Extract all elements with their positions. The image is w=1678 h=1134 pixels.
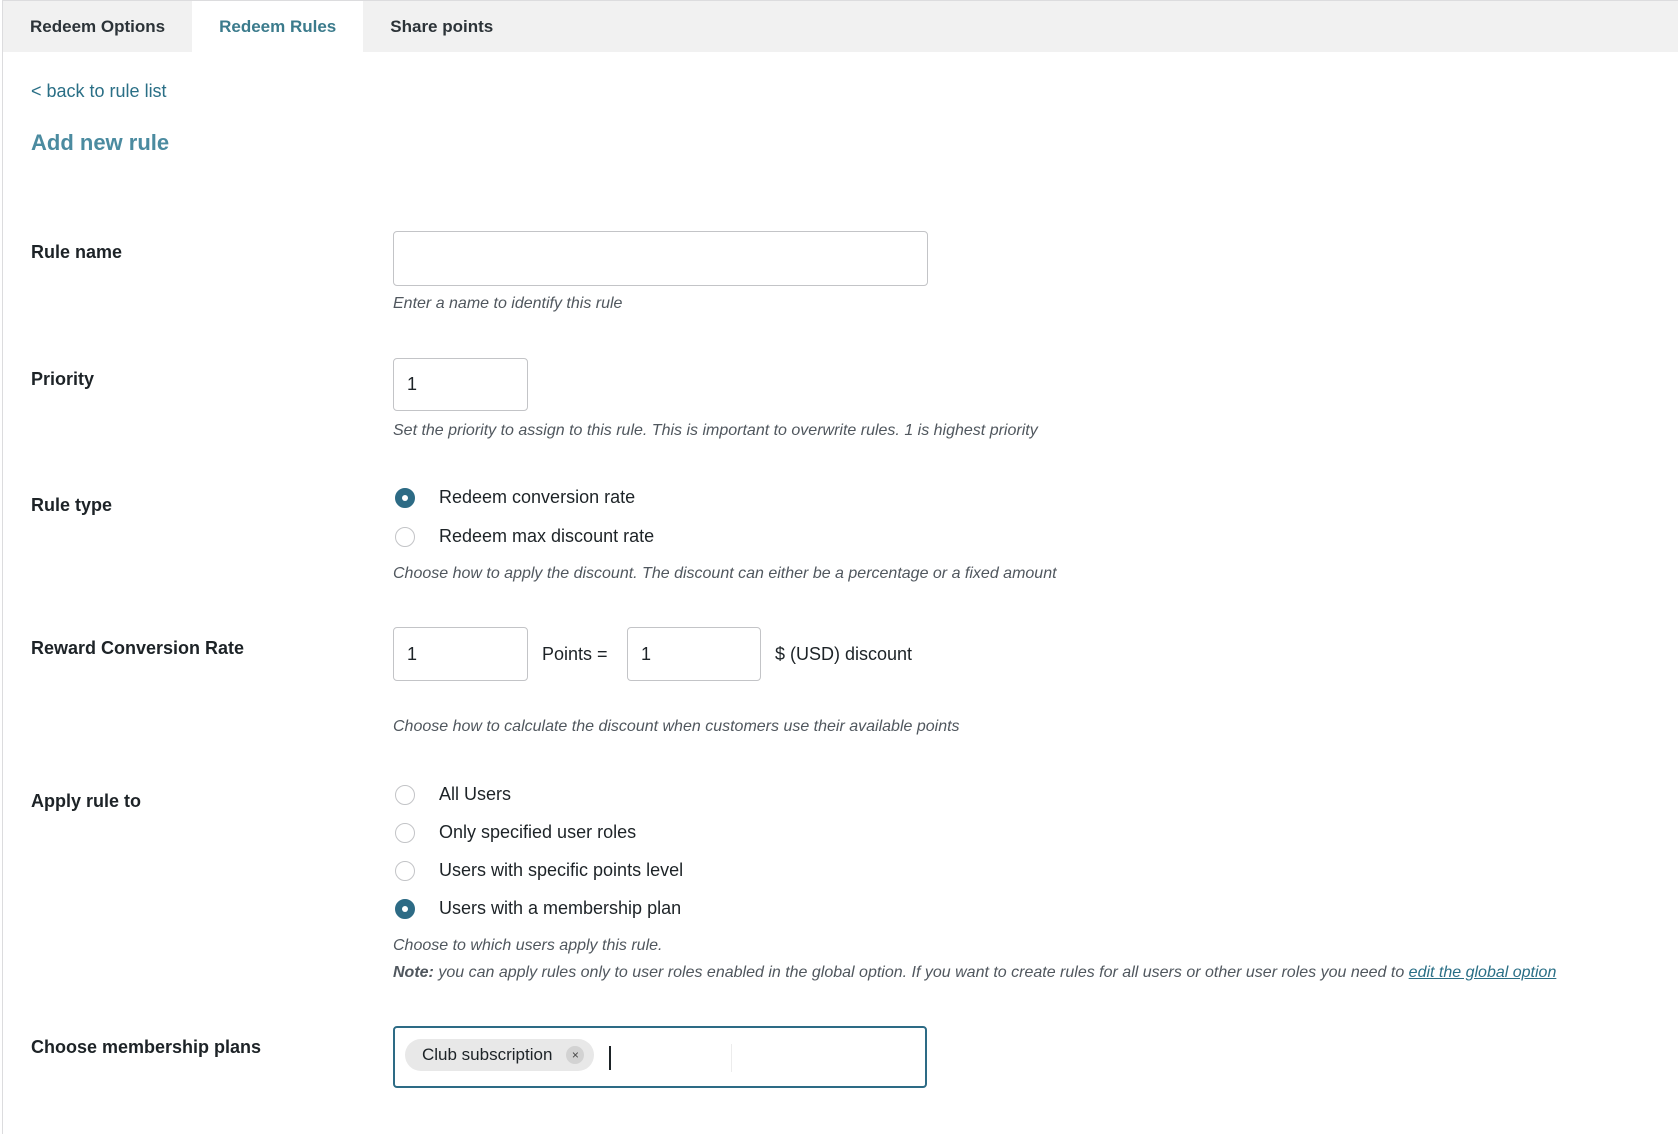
radio-unchecked-icon[interactable] xyxy=(395,823,415,843)
tab-bar xyxy=(3,1,1678,52)
priority-label: Priority xyxy=(31,369,95,389)
radio-unchecked-icon[interactable] xyxy=(395,527,415,547)
radio-membership-plan[interactable] xyxy=(395,898,681,919)
rule-type-help: Choose how to apply the discount. The discount can either be a percentage or a fixed amount xyxy=(393,565,1057,582)
membership-plans-select[interactable] xyxy=(393,1026,927,1088)
tab-share-points[interactable]: Share points xyxy=(390,17,494,36)
select-divider xyxy=(731,1044,732,1072)
close-icon[interactable]: × xyxy=(566,1046,584,1064)
discount-input[interactable] xyxy=(627,627,761,681)
radio-label: Redeem max discount rate xyxy=(439,526,655,546)
radio-specific-points-level[interactable] xyxy=(395,860,683,881)
conversion-rate-label: Reward Conversion Rate xyxy=(31,638,245,658)
radio-redeem-max-discount-rate[interactable] xyxy=(395,526,654,547)
radio-only-specified-user-roles[interactable] xyxy=(395,822,636,843)
conversion-rate-help: Choose how to calculate the discount when customers use their available points xyxy=(393,718,960,735)
rule-name-input[interactable] xyxy=(393,231,928,286)
rule-name-help: Enter a name to identify this rule xyxy=(393,295,623,312)
radio-unchecked-icon[interactable] xyxy=(395,785,415,805)
membership-plans-label: Choose membership plans xyxy=(31,1037,262,1057)
page-title: Add new rule xyxy=(31,130,170,155)
priority-help: Set the priority to assign to this rule. This is important to overwrite rules. 1 is highest priority xyxy=(393,422,1038,439)
points-equals-text: Points = xyxy=(542,644,608,664)
note-label: Note: xyxy=(393,964,434,981)
points-input[interactable] xyxy=(393,627,528,681)
priority-input[interactable] xyxy=(393,358,528,411)
radio-all-users[interactable] xyxy=(395,784,511,805)
radio-label: Users with specific points level xyxy=(439,860,684,880)
radio-label: All Users xyxy=(439,784,512,804)
tab-redeem-options[interactable]: Redeem Options xyxy=(30,17,166,36)
radio-checked-icon[interactable] xyxy=(395,899,415,919)
radio-checked-icon[interactable] xyxy=(395,488,415,508)
settings-panel xyxy=(2,0,1678,1134)
radio-label: Redeem conversion rate xyxy=(439,487,636,507)
rule-name-label: Rule name xyxy=(31,242,123,262)
currency-discount-text: $ (USD) discount xyxy=(775,644,913,664)
selected-plan-chip xyxy=(405,1039,594,1071)
apply-rule-label: Apply rule to xyxy=(31,791,142,811)
edit-global-option-link[interactable]: edit the global option xyxy=(1408,964,1557,981)
radio-unchecked-icon[interactable] xyxy=(395,861,415,881)
apply-rule-help: Choose to which users apply this rule. xyxy=(393,937,663,954)
radio-label: Only specified user roles xyxy=(439,822,637,842)
note-text: you can apply rules only to user roles enabled in the global option. If you want to create rules for all users or other user roles you need to xyxy=(433,964,1409,981)
rule-type-label: Rule type xyxy=(31,495,113,515)
radio-label: Users with a membership plan xyxy=(439,898,682,918)
radio-redeem-conversion-rate[interactable] xyxy=(395,487,635,508)
text-cursor xyxy=(609,1046,611,1070)
apply-rule-note xyxy=(393,964,1556,982)
tab-redeem-rules[interactable]: Redeem Rules xyxy=(192,1,363,52)
back-to-rule-list-link[interactable]: < back to rule list xyxy=(31,81,167,101)
chip-label: Club subscription xyxy=(422,1045,553,1064)
